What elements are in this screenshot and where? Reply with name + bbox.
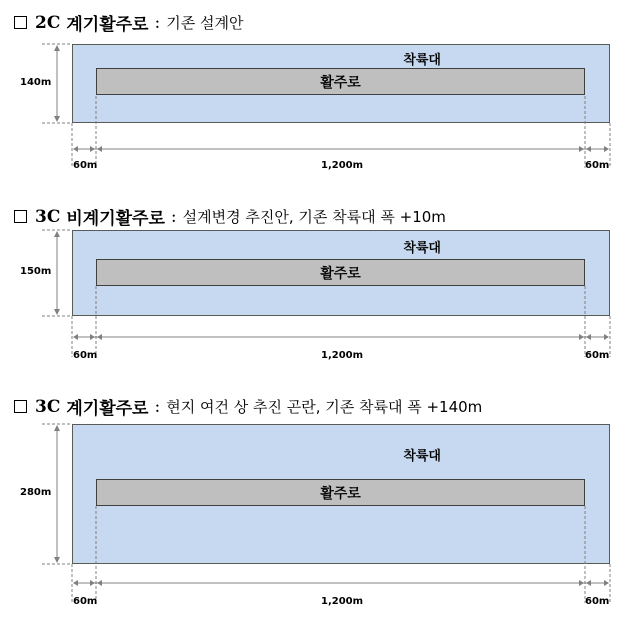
runway-type-title: 비계기활주로 bbox=[66, 209, 165, 229]
landing-strip-label: 착륙대 bbox=[403, 241, 441, 256]
landing-strip-label: 착륙대 bbox=[403, 449, 441, 464]
runway-length-label: 1,200m bbox=[321, 350, 364, 361]
runway-type-title: 계기활주로 bbox=[66, 399, 149, 419]
colon: : bbox=[170, 206, 177, 227]
runway-code: 3C bbox=[35, 396, 61, 417]
runway-code: 3C bbox=[35, 206, 61, 227]
strip-width-label: 140m bbox=[20, 77, 52, 88]
runway-label: 활주로 bbox=[320, 265, 361, 282]
runway-type-title: 계기활주로 bbox=[66, 15, 149, 35]
runway-code: 2C bbox=[35, 12, 61, 33]
right-strip-length-label: 60m bbox=[585, 160, 610, 171]
colon: : bbox=[154, 396, 161, 417]
colon: : bbox=[154, 12, 161, 33]
left-strip-length-label: 60m bbox=[73, 160, 98, 171]
runway-label: 활주로 bbox=[320, 485, 361, 502]
runway-length-label: 1,200m bbox=[321, 160, 364, 171]
right-strip-length-label: 60m bbox=[585, 596, 610, 607]
left-strip-length-label: 60m bbox=[73, 350, 98, 361]
landing-strip-label: 착륙대 bbox=[403, 53, 441, 68]
strip-width-label: 150m bbox=[20, 266, 52, 277]
section-description: 현지 여건 상 추진 곤란, 기존 착륙대 폭 +140m bbox=[166, 398, 483, 416]
right-strip-length-label: 60m bbox=[585, 350, 610, 361]
runway-label: 활주로 bbox=[320, 74, 361, 91]
strip-width-label: 280m bbox=[20, 487, 52, 498]
left-strip-length-label: 60m bbox=[73, 596, 98, 607]
section-description: 기존 설계안 bbox=[166, 14, 244, 32]
runway-length-label: 1,200m bbox=[321, 596, 364, 607]
section-description: 설계변경 추진안, 기존 착륙대 폭 +10m bbox=[182, 208, 446, 226]
